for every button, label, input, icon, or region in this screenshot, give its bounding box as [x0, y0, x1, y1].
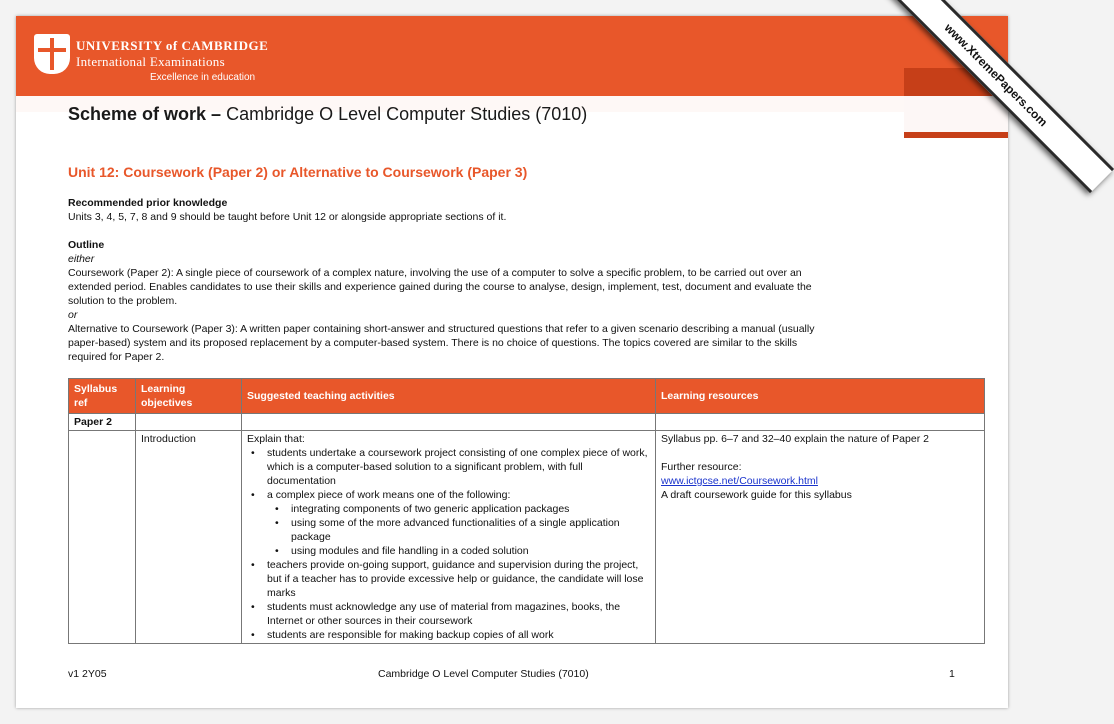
table-cell-empty: [242, 414, 656, 431]
footer-version: v1 2Y05: [68, 668, 107, 680]
watermark-ribbon-text[interactable]: www.XtremePapers.com: [878, 0, 1114, 193]
scheme-table: [68, 378, 985, 644]
activity-item: • students must acknowledge any use of material from magazines, books, the Internet or other sources in their coursework: [247, 600, 650, 628]
resource-further-label: Further resource:: [661, 461, 742, 473]
table-section-row: [69, 414, 985, 431]
unit-title: Unit 12: Coursework (Paper 2) or Alternative to Coursework (Paper 3): [68, 164, 528, 180]
resource-syllabus-pages: Syllabus pp. 6–7 and 32–40 explain the nature of Paper 2: [661, 433, 929, 445]
footer-title: Cambridge O Level Computer Studies (7010): [378, 668, 589, 680]
table-header-row: [69, 379, 985, 414]
activity-item-text: a complex piece of work means one of the following:: [267, 489, 511, 501]
header-learning-resources: Learning resources: [656, 379, 985, 414]
activity-item: • teachers provide on-going support, guidance and supervision during the project, but if a teacher has to provide excessive help or guidance, the candidate will lose marks: [247, 558, 650, 600]
header-syllabus-ref: Syllabus ref: [69, 379, 136, 414]
outline-or: or: [68, 309, 78, 321]
activity-item: [247, 488, 650, 558]
footer-page-number: 1: [949, 668, 955, 680]
outline-coursework-line3: solution to the problem.: [68, 295, 178, 307]
prior-knowledge-heading: Recommended prior knowledge: [68, 197, 228, 209]
table-cell-empty: [136, 414, 242, 431]
activity-item: • students undertake a coursework project consisting of one complex piece of work, which is a computer-based solution to a significant problem, with full documentation: [247, 446, 650, 488]
activity-sub-item: • integrating components of two generic application packages: [267, 502, 650, 516]
header-teaching-activities: Suggested teaching activities: [242, 379, 656, 414]
outline-alt-line1: Alternative to Coursework (Paper 3): A written paper containing short-answer and structured questions that refer to a given scenario describing a manual (usually: [68, 323, 815, 335]
page-title: [68, 104, 587, 125]
activity-item: • students are responsible for making backup copies of all work: [247, 628, 650, 642]
outline-coursework-line2: extended period. Enables candidates to use their skills and experience gained during the course to analyse, design, implement, test, document and evaluate the: [68, 281, 812, 293]
coursework-link[interactable]: www.ictgcse.net/Coursework.html: [661, 475, 818, 487]
outline-alt-line2: paper-based) system and its proposed replacement by a computer-based system. There is no choice of questions. The topics covered are similar to the skills: [68, 337, 798, 349]
brand-tagline: Excellence in education: [150, 72, 256, 83]
table-row: [69, 431, 985, 644]
teaching-activities-cell: [242, 431, 656, 644]
outline-either: either: [68, 253, 95, 265]
table-cell-syllabus-ref: [69, 431, 136, 644]
page-title-rest: Cambridge O Level Computer Studies (7010): [226, 104, 588, 124]
learning-resources-cell: [656, 431, 985, 644]
prior-knowledge-text: Units 3, 4, 5, 7, 8 and 9 should be taught before Unit 12 or alongside appropriate sections of it.: [68, 211, 507, 223]
document-page: [16, 16, 1051, 708]
outline-alt-line3: required for Paper 2.: [68, 351, 165, 363]
header-learning-objectives: Learning objectives: [136, 379, 242, 414]
table-cell-empty: [656, 414, 985, 431]
cambridge-crest-icon: [34, 34, 70, 74]
page-title-bold: Scheme of work –: [68, 104, 222, 124]
activities-list: [247, 446, 650, 642]
watermark-ribbon[interactable]: [856, 0, 1076, 186]
brand-international: International Examinations: [76, 54, 225, 69]
objective-introduction: Introduction: [136, 431, 242, 644]
brand-university: UNIVERSITY of CAMBRIDGE: [76, 38, 269, 53]
activity-sub-item: • using modules and file handling in a coded solution: [267, 544, 650, 558]
resource-spacer: [661, 446, 979, 460]
resource-guide-text: A draft coursework guide for this syllabus: [661, 489, 852, 501]
outline-heading: Outline: [68, 239, 105, 251]
activities-intro: Explain that:: [247, 433, 305, 445]
activity-sub-item: • using some of the more advanced functionalities of a single application package: [267, 516, 650, 544]
activity-sub-list: [267, 502, 650, 558]
outline-coursework-line1: Coursework (Paper 2): A single piece of coursework of a complex nature, involving the use of a computer to solve a specific problem, to be carried out over an: [68, 267, 802, 279]
section-label-paper-2: Paper 2: [69, 414, 136, 431]
